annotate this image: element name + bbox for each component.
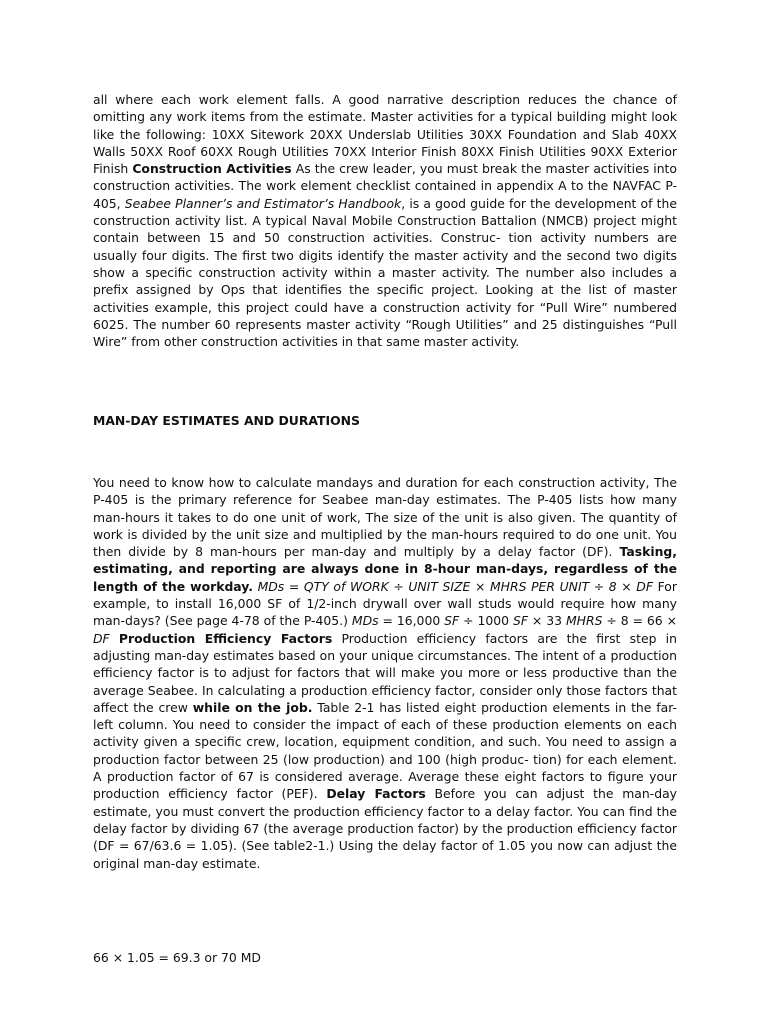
body-paragraph-master-activities <box>93 91 677 350</box>
text-run <box>110 631 119 646</box>
text-run: × 33 <box>527 613 566 629</box>
emphasis-text: Tasking, estimating, and reporting are always done in 8-hour man-days, regardless of the length of the workday. <box>93 544 677 594</box>
formula-text: MDs = QTY of WORK ÷ UNIT SIZE × MHRS PER UNIT ÷ 8 × DF <box>257 578 653 594</box>
formula-text: SF <box>512 613 528 629</box>
book-title: Seabee Planner’s and Estimator’s Handbook <box>124 195 402 211</box>
formula-text: MHRS <box>565 613 603 629</box>
inline-heading-delay-factors: Delay Factors <box>326 786 426 802</box>
text-run: Table 2-1 has listed eight production elements in the far-left column. You need to consider the impact of each of these production elements on each activity given a specific crew, location, equipment condition, and such. You need to assign a production factor between 25 (low production) and 100 (high produc- tion) for each element. A production factor of 67 is considered average. Average these eight factors to figure your production efficiency factor (PEF). <box>93 699 677 802</box>
emphasis-text: while on the job. <box>192 699 313 715</box>
section-heading: MAN-DAY ESTIMATES AND DURATIONS <box>93 413 360 428</box>
text-run: ÷ 8 = 66 × <box>602 613 678 629</box>
inline-heading-production-efficiency-factors: Production Efficiency Factors <box>118 630 333 646</box>
formula-text: MDs <box>351 613 379 629</box>
text-run: Production efficiency factors are the first step in adjusting man-day estimates based on your unique circumstances. The intent of a production efficiency factor is to adjust for factors that will make you more or less productive than the average Seabee. In calculating a production efficiency factor, consider only those factors that affect the crew <box>93 630 677 715</box>
body-paragraph-man-day-estimates <box>93 474 677 872</box>
formula-line: 66 × 1.05 = 69.3 or 70 MD <box>93 950 261 965</box>
formula-text: SF <box>444 613 460 629</box>
inline-heading-construction-activities: Construction Activities <box>132 161 292 177</box>
text-run: = 16,000 <box>378 613 445 629</box>
text-run: all where each work element falls. A good narrative description reduces the chance of omitting any work items from the estimate. Master activities for a typical building might look like the following: 10XX Sitework 20XX Underslab Utilities 30XX Foundation and Slab 40XX Walls 50XX Roof 60XX Rough Utilities 70XX Interior Finish 80XX Finish Utilities 90XX Exterior Finish <box>93 92 677 177</box>
text-run: As the crew leader, you must break the master activities into construction activities. The work element checklist contained in appendix A to the NAVFAC P-405, <box>93 161 677 211</box>
text-run: ÷ 1000 <box>459 613 513 629</box>
text-run: For example, to install 16,000 SF of 1/2-inch drywall over wall studs would require how many man-days? (See page 4-78 of the P-405.) <box>93 578 677 629</box>
text-run: Before you can adjust the man-day estimate, you must convert the production efficiency factor to a delay factor. You can find the delay factor by dividing 67 (the average production factor) by the production efficiency factor (DF = 67/63.6 = 1.05). (See table2-1.) Using the delay factor of 1.05 you now can adjust the original man-day estimate. <box>93 786 677 871</box>
text-run: , is a good guide for the development of the construction activity list. A typical Naval Mobile Construction Battalion (NMCB) project might contain between 15 and 50 construction activities. Construc- tion activity numbers are usually four digits. The first two digits identify the master activity and the second two digits show a specific construction activity within a master activity. The number also includes a prefix assigned by Ops that identifies the specific project. Looking at the list of master activities example, this project could have a construction activity for “Pull Wire” numbered 6025. The number 60 represents master activity “Rough Utilities” and 25 distinguishes “Pull Wire” from other construction activities in that same master activity. <box>93 195 677 350</box>
formula-text: DF <box>93 630 110 646</box>
text-run: You need to know how to calculate mandays and duration for each construction activity, The P-405 is the primary reference for Seabee man-day estimates. The P-405 lists how many man-hours it takes to do one unit of work, The size of the unit is also given. The quantity of work is divided by the unit size and multiplied by the man-hours required to do one unit. You then divide by 8 man-hours per man-day and multiply by a delay factor (DF). <box>93 475 677 560</box>
